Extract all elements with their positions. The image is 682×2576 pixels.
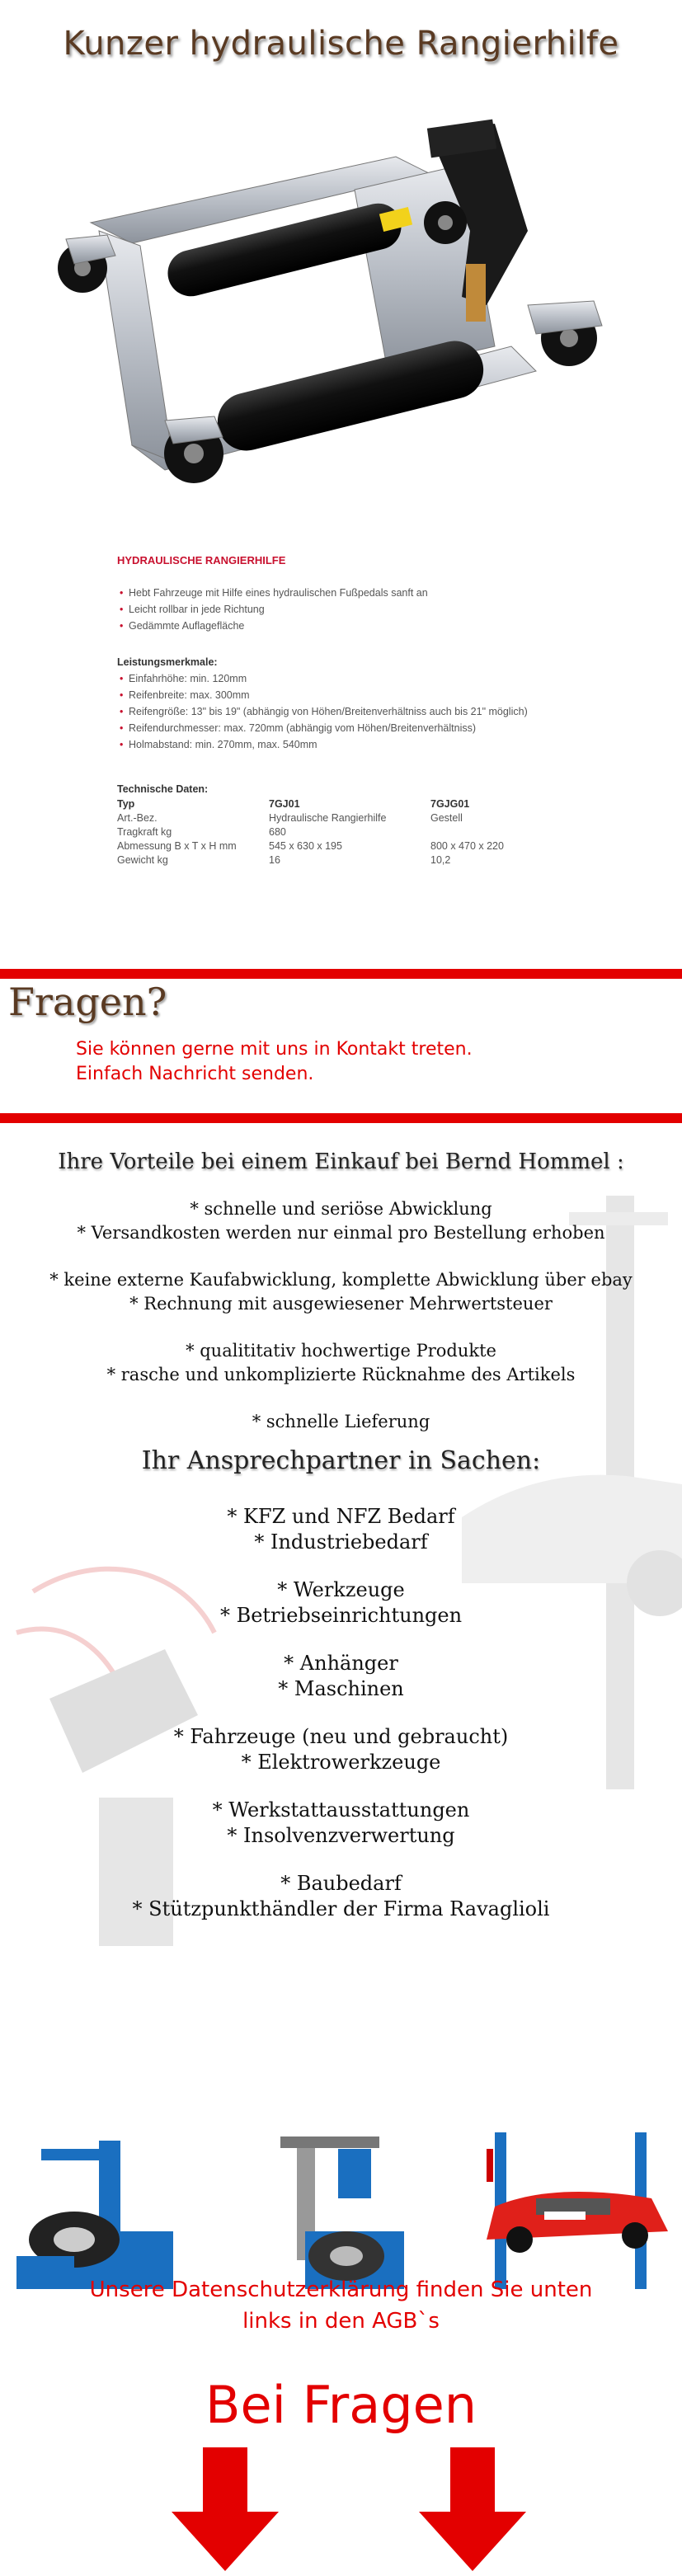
performance-item: • Einfahrhöhe: min. 120mm: [117, 670, 562, 687]
table-cell: 16: [269, 854, 280, 866]
table-cell: Tragkraft kg: [117, 826, 172, 838]
performance-item: • Reifenbreite: max. 300mm: [117, 687, 562, 703]
arrow-down-icon: [419, 2447, 526, 2571]
table-cell: 800 x 470 x 220: [430, 840, 504, 852]
list-item: * schnelle Lieferung: [252, 1412, 430, 1431]
list-item: * Insolvenzverwertung: [227, 1824, 455, 1847]
list-item: * Werkzeuge: [277, 1578, 405, 1601]
table-cell: Abmessung B x T x H mm: [117, 840, 237, 852]
page-title: Kunzer hydraulische Rangierhilfe: [63, 25, 619, 63]
performance-list: [117, 670, 562, 753]
table-cell: [430, 825, 529, 839]
feature-list: [117, 585, 562, 634]
list-item: * Betriebseinrichtungen: [219, 1604, 463, 1627]
tire-changer-photo: [8, 2132, 214, 2297]
performance-item: • Reifendurchmesser: max. 720mm (abhängig vom Höhen/Breitenverhältniss): [117, 720, 562, 736]
contact-line: Sie können gerne mit uns in Kontakt treten.: [76, 1039, 473, 1060]
table-header-cell: 7GJ01: [269, 798, 300, 810]
list-item: * qualititativ hochwertige Produkte: [186, 1341, 496, 1361]
table-cell: 680: [269, 826, 286, 838]
table-header-cell: 7GJG01: [430, 798, 470, 810]
table-cell: Art.-Bez.: [117, 812, 158, 824]
list-item: * Baubedarf: [280, 1872, 402, 1895]
privacy-line: links in den AGB`s: [242, 2309, 440, 2334]
vorteile-list: [0, 1197, 682, 1457]
spec-heading: HYDRAULISCHE RANGIERHILFE: [117, 554, 286, 566]
tech-data: [117, 781, 562, 867]
ansprech-list: [0, 1504, 682, 1944]
tech-heading: Technische Daten:: [117, 783, 209, 795]
feature-item: • Leicht rollbar in jede Richtung: [117, 601, 562, 618]
fragen-title: Fragen?: [8, 980, 167, 1024]
table-row: [117, 825, 529, 839]
list-group: [0, 1504, 682, 1555]
list-group: [0, 1197, 682, 1245]
vorteile-heading: Ihre Vorteile bei einem Einkauf bei Bernd Hommel :: [58, 1149, 624, 1174]
list-item: * Rechnung mit ausgewiesener Mehrwertsteuer: [129, 1294, 553, 1314]
list-item: * Werkstattausstattungen: [212, 1798, 470, 1822]
performance-item: • Reifengröße: 13" bis 19" (abhängig von Höhen/Breitenverhältniss auch bis 21" möglich): [117, 703, 562, 720]
bei-fragen-heading: Bei Fragen: [205, 2375, 477, 2435]
product-image: [0, 99, 682, 544]
list-group: [0, 1410, 682, 1434]
privacy-notice: [0, 2274, 682, 2337]
list-group: [0, 1651, 682, 1702]
feature-item: • Gedämmte Auflagefläche: [117, 618, 562, 634]
list-item: * schnelle und seriöse Abwicklung: [190, 1199, 492, 1219]
list-group: [0, 1339, 682, 1387]
ansprech-heading: Ihr Ansprechpartner in Sachen:: [141, 1446, 541, 1475]
list-item: * KFZ und NFZ Bedarf: [227, 1505, 455, 1528]
table-cell: 545 x 630 x 195: [269, 840, 342, 852]
list-item: * Maschinen: [278, 1677, 404, 1700]
list-group: [0, 1798, 682, 1849]
divider-bar: [0, 969, 682, 979]
list-group: [0, 1577, 682, 1629]
car-lift-photo: [462, 2132, 680, 2297]
table-header-cell: Typ: [117, 798, 135, 810]
list-group: [0, 1268, 682, 1316]
spec-block: [117, 554, 562, 867]
table-row: [117, 811, 529, 825]
performance-heading: Leistungsmerkmale:: [117, 656, 218, 668]
contact-line: Einfach Nachricht senden.: [76, 1064, 314, 1084]
list-item: * Stützpunkthändler der Firma Ravaglioli: [132, 1897, 550, 1920]
table-cell: Hydraulische Rangierhilfe: [269, 812, 387, 824]
wheel-balancer-photo: [247, 2132, 429, 2297]
list-group: [0, 1724, 682, 1775]
list-item: * Versandkosten werden nur einmal pro Bestellung erhoben: [77, 1223, 605, 1243]
feature-item: • Hebt Fahrzeuge mit Hilfe eines hydraulischen Fußpedals sanft an: [117, 585, 562, 601]
table-cell: Gewicht kg: [117, 854, 168, 866]
list-item: * rasche und unkomplizierte Rücknahme des Artikels: [106, 1365, 576, 1384]
table-row: [117, 853, 529, 867]
contact-text: [76, 1037, 473, 1087]
table-cell: 10,2: [430, 854, 451, 866]
list-item: * keine externe Kaufabwicklung, komplette Abwicklung über ebay: [49, 1270, 633, 1290]
table-cell: Gestell: [430, 812, 463, 824]
list-item: * Anhänger: [284, 1652, 398, 1675]
list-item: * Elektrowerkzeuge: [241, 1751, 441, 1774]
table-row: [117, 839, 529, 853]
arrow-down-icon: [172, 2447, 279, 2571]
list-group: [0, 1871, 682, 1922]
tech-table: [117, 797, 529, 867]
list-item: * Fahrzeuge (neu und gebraucht): [173, 1725, 509, 1748]
performance-item: • Holmabstand: min. 270mm, max. 540mm: [117, 736, 562, 753]
table-header-row: [117, 797, 529, 811]
privacy-line: Unsere Datenschutzerklärung finden Sie unten: [89, 2278, 593, 2302]
list-item: * Industriebedarf: [254, 1530, 428, 1554]
